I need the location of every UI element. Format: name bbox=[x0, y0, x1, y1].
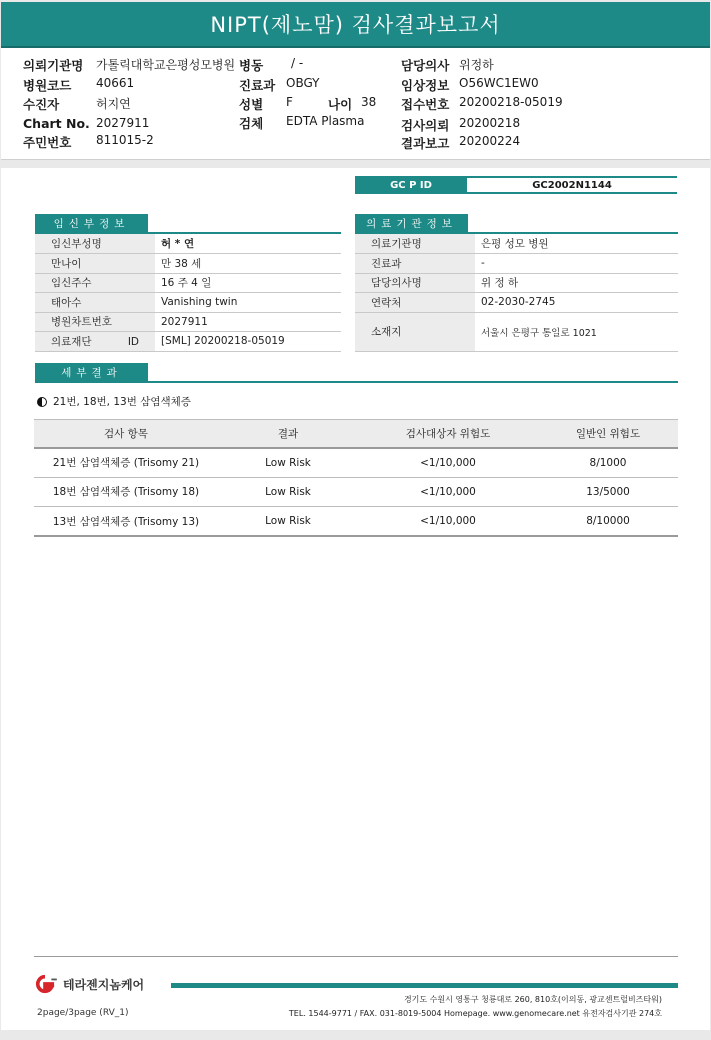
table-cell: <1/10,000 bbox=[358, 448, 538, 478]
institution-info-table bbox=[355, 234, 678, 352]
table-cell: 13/5000 bbox=[538, 477, 678, 507]
row-key: 진료과 bbox=[355, 254, 475, 274]
table-cell: <1/10,000 bbox=[358, 477, 538, 507]
ward-value: / - bbox=[291, 56, 304, 70]
specimen-label: 검체 bbox=[239, 116, 264, 131]
table-cell: 21번 삼염색체증 (Trisomy 21) bbox=[34, 448, 218, 478]
table-cell: Low Risk bbox=[218, 507, 358, 537]
table-row bbox=[34, 448, 678, 478]
table-row bbox=[35, 254, 341, 274]
doctor-value: 위정하 bbox=[459, 58, 494, 72]
footer-address: 경기도 수원시 영통구 청룡대로 260, 810호(이의동, 광교센트럴비즈타워) bbox=[403, 995, 662, 1004]
pregnant-section-title: 임신부정보 bbox=[35, 214, 148, 232]
row-key: 임신부성명 bbox=[35, 234, 155, 254]
id-label: 주민번호 bbox=[23, 135, 72, 150]
company-logo bbox=[31, 974, 144, 994]
receipt-value: 20200218-05019 bbox=[459, 95, 563, 109]
table-row bbox=[35, 273, 341, 293]
details-section-title: 세부결과 bbox=[35, 363, 148, 381]
row-value: 서울시 은평구 통일로 1021 bbox=[475, 312, 678, 351]
hospital-label: 의뢰기관명 bbox=[23, 58, 84, 73]
row-value: - bbox=[475, 254, 678, 274]
logo-text: 테라젠지놈케어 bbox=[63, 977, 145, 992]
hospital-value: 가톨릭대학교은평성모병원 bbox=[96, 58, 236, 72]
row-value: Vanishing twin bbox=[155, 293, 341, 313]
table-cell: <1/10,000 bbox=[358, 507, 538, 537]
doctor-label: 담당의사 bbox=[401, 58, 450, 73]
report-date-label: 결과보고 bbox=[401, 136, 450, 151]
row-key: 만나이 bbox=[35, 254, 155, 274]
dept-value: OBGY bbox=[286, 76, 320, 90]
header-info bbox=[1, 48, 710, 160]
pregnant-info-table bbox=[35, 234, 341, 352]
specimen-value: EDTA Plasma bbox=[286, 114, 365, 128]
table-header-row bbox=[34, 420, 678, 448]
table-row bbox=[355, 254, 678, 274]
table-row bbox=[34, 477, 678, 507]
chart-value: 2027911 bbox=[96, 116, 150, 130]
sex-value: F bbox=[286, 95, 293, 109]
table-row bbox=[35, 293, 341, 313]
report-page bbox=[1, 168, 710, 1030]
footer-accent-bar bbox=[171, 983, 678, 988]
gcp-id-value: GC2002N1144 bbox=[467, 176, 677, 194]
table-cell: 18번 삼염색체증 (Trisomy 18) bbox=[34, 477, 218, 507]
row-value: [SML] 20200218-05019 bbox=[155, 332, 341, 352]
row-value: 허 * 연 bbox=[155, 234, 341, 254]
report-date-value: 20200224 bbox=[459, 134, 521, 148]
request-label: 검사의뢰 bbox=[401, 118, 450, 133]
table-row bbox=[35, 234, 341, 254]
institution-section-title: 의료기관정보 bbox=[355, 214, 468, 232]
table-cell: 13번 삼염색체증 (Trisomy 13) bbox=[34, 507, 218, 537]
details-section-rule bbox=[35, 381, 678, 383]
row-key: 임신주수 bbox=[35, 273, 155, 293]
row-key: 의료기관명 bbox=[355, 234, 475, 254]
row-value: 2027911 bbox=[155, 312, 341, 332]
report-title: NIPT(제노맘) 검사결과보고서 bbox=[1, 2, 710, 48]
code-label: 병원코드 bbox=[23, 78, 72, 93]
column-header: 일반인 위험도 bbox=[538, 420, 678, 448]
column-header: 결과 bbox=[218, 420, 358, 448]
clinical-label: 임상정보 bbox=[401, 78, 450, 93]
row-value: 만 38 세 bbox=[155, 254, 341, 274]
request-value: 20200218 bbox=[459, 116, 521, 130]
details-subtitle bbox=[37, 394, 191, 409]
table-row bbox=[35, 312, 341, 332]
table-cell: 8/10000 bbox=[538, 507, 678, 537]
genomecare-logo-icon bbox=[31, 974, 59, 994]
row-value: 16 주 4 일 bbox=[155, 273, 341, 293]
examinee-label: 수진자 bbox=[23, 97, 60, 112]
table-row bbox=[355, 273, 678, 293]
table-cell: Low Risk bbox=[218, 448, 358, 478]
row-value: 위 정 하 bbox=[475, 273, 678, 293]
results-table bbox=[34, 419, 678, 537]
table-row bbox=[355, 293, 678, 313]
table-row bbox=[355, 234, 678, 254]
row-key: 병원차트번호 bbox=[35, 312, 155, 332]
ward-label: 병동 bbox=[239, 58, 264, 73]
table-row bbox=[34, 507, 678, 537]
row-key: 소재지 bbox=[355, 312, 475, 351]
sex-label: 성별 bbox=[239, 97, 264, 112]
table-cell: 8/1000 bbox=[538, 448, 678, 478]
row-key: 담당의사명 bbox=[355, 273, 475, 293]
column-header: 검사 항목 bbox=[34, 420, 218, 448]
id-value: 811015-2 bbox=[96, 133, 154, 147]
row-key: 의료재단 ID bbox=[35, 332, 155, 352]
column-header: 검사대상자 위험도 bbox=[358, 420, 538, 448]
table-cell: Low Risk bbox=[218, 477, 358, 507]
chart-label: Chart No. bbox=[23, 116, 90, 131]
row-value: 02-2030-2745 bbox=[475, 293, 678, 313]
table-row bbox=[35, 332, 341, 352]
row-key: 태아수 bbox=[35, 293, 155, 313]
clinical-value: O56WC1EW0 bbox=[459, 76, 539, 90]
row-key: 연락처 bbox=[355, 293, 475, 313]
table-row bbox=[355, 312, 678, 351]
receipt-label: 접수번호 bbox=[401, 97, 450, 112]
half-circle-icon bbox=[37, 397, 47, 407]
footer-divider bbox=[34, 956, 678, 957]
footer-contact: TEL. 1544-9771 / FAX. 031-8019-5004 Homepage. www.genomecare.net 유전자검사기관 274호 bbox=[288, 1009, 662, 1018]
age-value: 38 bbox=[361, 95, 377, 109]
gcp-id-label: GC P ID bbox=[355, 176, 467, 194]
age-label: 나이 bbox=[328, 97, 353, 112]
examinee-value: 허지연 bbox=[96, 97, 131, 111]
code-value: 40661 bbox=[96, 76, 135, 90]
dept-label: 진료과 bbox=[239, 78, 276, 93]
page-number: 2page/3page (RV_1) bbox=[37, 1008, 129, 1018]
row-value: 은평 성모 병원 bbox=[475, 234, 678, 254]
details-subtitle-text: 21번, 18번, 13번 삼염색체증 bbox=[53, 396, 191, 408]
